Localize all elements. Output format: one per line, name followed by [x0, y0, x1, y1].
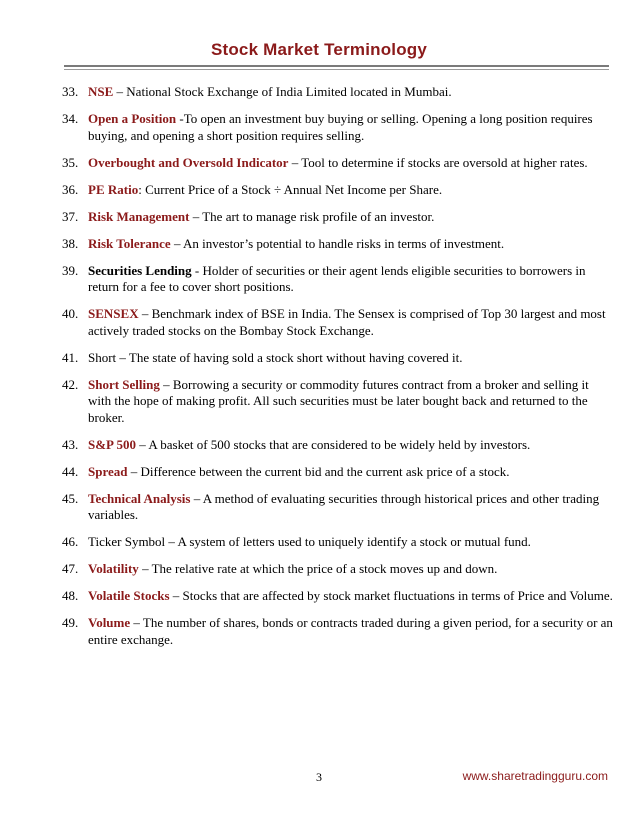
term-number: 46. [62, 534, 79, 549]
term-definition: - Holder of securities or their agent lends eligible securities to borrowers in return for a fee to cover short positions. [88, 262, 586, 294]
term-item [62, 209, 614, 226]
term-number: 36. [62, 181, 79, 197]
term-keyword: Securities Lending [88, 262, 192, 278]
page-number: 3 [316, 770, 322, 784]
term-item [62, 588, 614, 605]
term-definition: – National Stock Exchange of India Limited located in Mumbai. [113, 84, 452, 99]
term-definition: – Stocks that are affected by stock market fluctuations in terms of Price and Volume. [169, 588, 613, 603]
term-number: 44. [62, 463, 79, 479]
term-keyword: Volatility [88, 561, 139, 576]
term-keyword: PE Ratio [88, 181, 139, 197]
term-definition: – Difference between the current bid and the current ask price of a stock. [127, 463, 510, 479]
term-number: 33. [62, 84, 79, 99]
term-definition: – A method of evaluating securities through historical prices and other trading variables. [88, 490, 600, 522]
term-item [62, 534, 614, 551]
website-link[interactable]: www.sharetradingguru.com [462, 769, 608, 783]
term-definition: – The number of shares, bonds or contracts traded during a given period, for a security or an entire exchange. [88, 615, 613, 647]
term-number: 38. [62, 235, 79, 251]
term-keyword: Open a Position [88, 111, 177, 126]
term-number: 48. [62, 588, 79, 603]
term-keyword: Risk Tolerance [88, 235, 171, 251]
term-number: 45. [62, 490, 79, 506]
terminology-list [62, 84, 614, 659]
term-definition: – A basket of 500 stocks that are considered to be widely held by investors. [136, 436, 531, 452]
page-title: Stock Market Terminology [210, 40, 428, 59]
term-keyword: Volatile Stocks [88, 588, 170, 603]
term-definition: – The relative rate at which the price of a stock moves up and down. [138, 561, 498, 576]
term-definition: – Tool to determine if stocks are oversold at higher rates. [288, 154, 588, 170]
term-keyword: Overbought and Oversold Indicator [88, 154, 289, 170]
term-definition: Ticker Symbol – A system of letters used to uniquely identify a stock or mutual fund. [88, 534, 531, 549]
term-number: 39. [62, 262, 79, 278]
term-item [62, 84, 614, 101]
term-keyword: NSE [88, 84, 114, 99]
term-item [62, 155, 614, 172]
term-number: 35. [62, 154, 79, 170]
term-definition: – Benchmark index of BSE in India. The Sensex is comprised of Top 30 largest and most actively traded stocks on the Bombay Stock Exchange. [88, 306, 606, 338]
term-keyword: SENSEX [88, 306, 139, 321]
term-number: 41. [62, 349, 79, 365]
term-keyword: S&P 500 [88, 436, 137, 452]
header-rule-thin [64, 69, 609, 70]
term-keyword: Short Selling [88, 376, 160, 392]
header-rule [64, 65, 609, 67]
term-item [62, 111, 614, 144]
term-definition: Short – The state of having sold a stock short without having covered it. [88, 349, 463, 365]
term-number: 34. [62, 111, 79, 126]
term-item [62, 464, 614, 481]
term-keyword: Spread [88, 463, 128, 479]
term-item [62, 377, 614, 427]
term-item [62, 263, 614, 296]
term-item [62, 182, 614, 199]
term-item [62, 437, 614, 454]
term-number: 47. [62, 561, 79, 576]
term-number: 40. [62, 306, 79, 321]
term-number: 37. [62, 208, 79, 224]
term-keyword: Volume [88, 615, 131, 630]
term-definition: – The art to manage risk profile of an investor. [189, 208, 435, 224]
term-number: 49. [62, 615, 79, 630]
term-number: 43. [62, 436, 79, 452]
term-definition: – Borrowing a security or commodity futures contract from a broker and selling it with the hope of making profit. All such securities must be later bought back and returned to the broker. [88, 376, 589, 425]
term-number: 42. [62, 376, 79, 392]
term-item [62, 561, 614, 578]
term-keyword: Technical Analysis [88, 490, 191, 506]
term-keyword: Risk Management [88, 208, 190, 224]
term-definition: : Current Price of a Stock ÷ Annual Net Income per Share. [138, 181, 443, 197]
term-item [62, 306, 614, 339]
term-item [62, 615, 614, 648]
term-definition: -To open an investment buy buying or selling. Opening a long position requires buying, and opening a short position requires selling. [88, 111, 593, 143]
term-item [62, 236, 614, 253]
term-definition: – An investor’s potential to handle risks in terms of investment. [170, 235, 505, 251]
term-item [62, 350, 614, 367]
term-item [62, 491, 614, 524]
